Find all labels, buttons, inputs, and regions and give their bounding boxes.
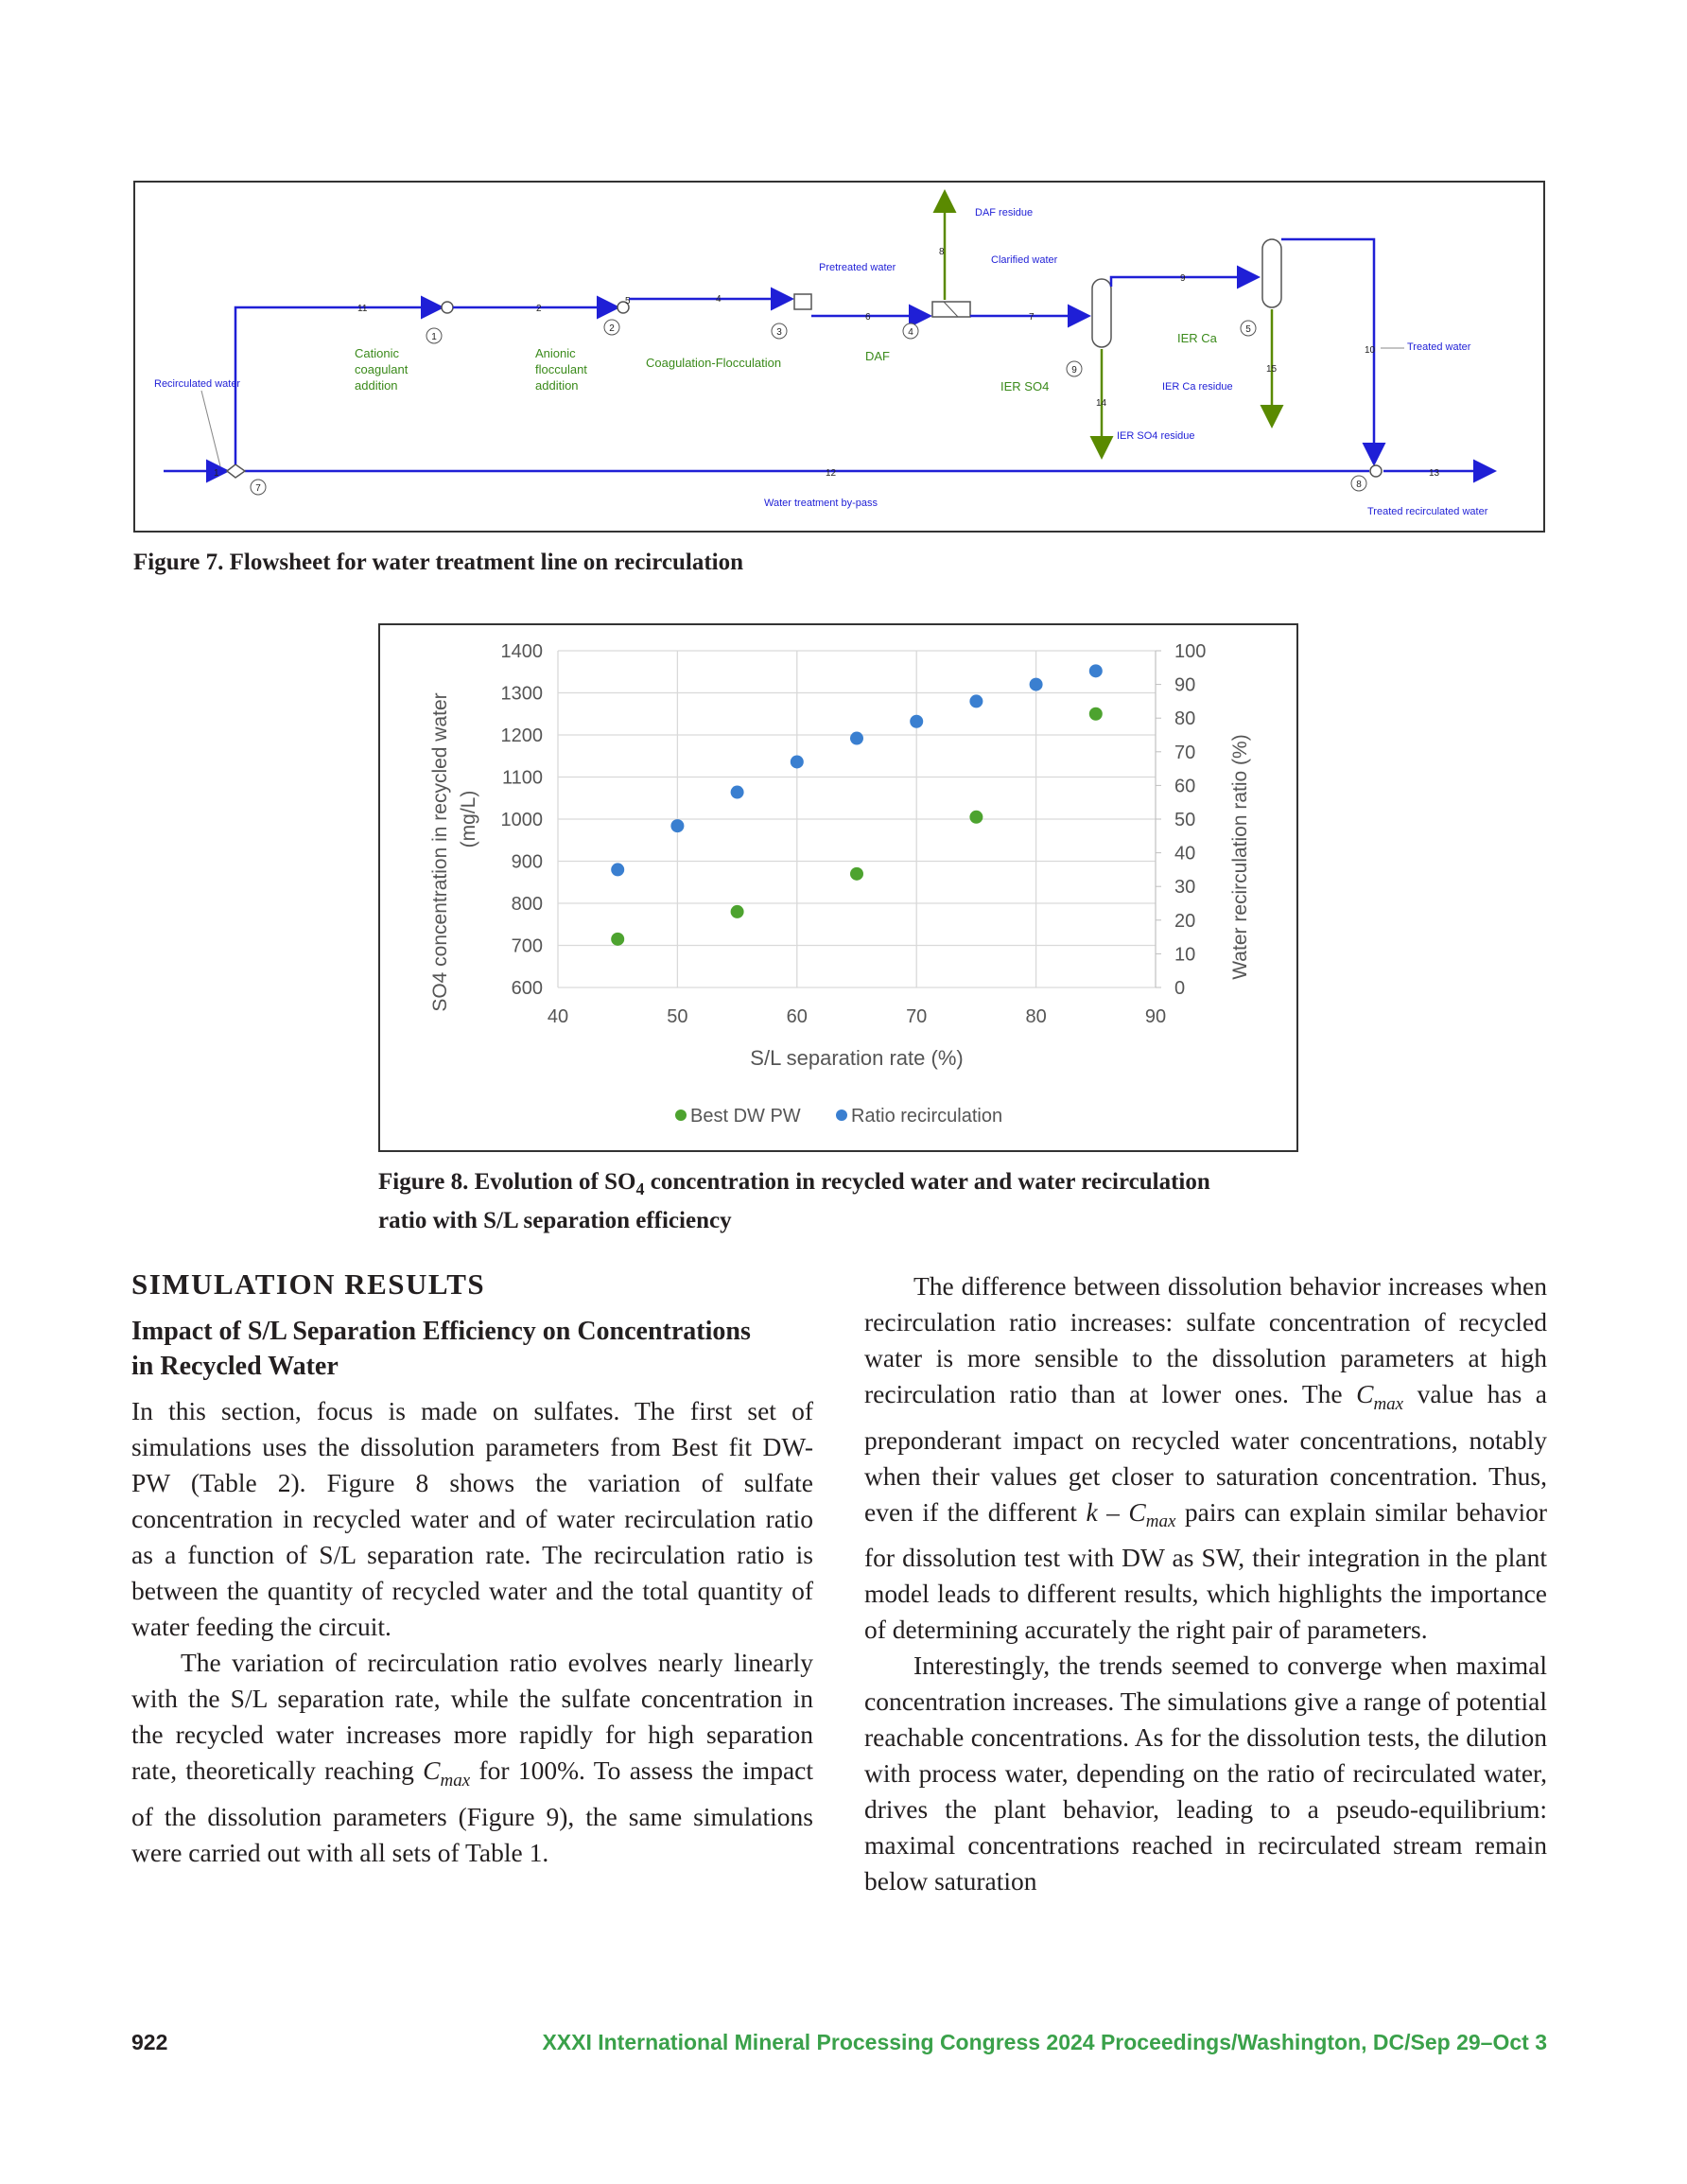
svg-text:1: 1 xyxy=(431,332,437,342)
stream-line-11 xyxy=(235,307,440,464)
proceedings-footer: XXXI International Mineral Processing Congress 2024 Proceedings/Washington, DC/Sep 29–Oct 3 xyxy=(542,2030,1547,2054)
figure-7 xyxy=(133,181,1545,533)
legend-label: Best DW PW xyxy=(690,1106,801,1127)
label-daf: DAF xyxy=(865,349,890,363)
data-point-best-dw-pw xyxy=(969,811,983,824)
splitter-shape xyxy=(227,464,245,478)
y-left-tick-label: 1400 xyxy=(500,641,543,662)
unit-marker-7 xyxy=(251,480,266,495)
y-right-axis-title: Water recirculation ratio (%) xyxy=(1229,734,1251,980)
x-tick-label: 40 xyxy=(547,1006,569,1027)
y-right-tick-label: 70 xyxy=(1174,742,1196,763)
svg-text:8: 8 xyxy=(1356,480,1362,490)
coag-tank xyxy=(794,294,811,309)
stream-number: 1 xyxy=(214,468,219,479)
y-left-axis-title: SO4 concentration in recycled water xyxy=(429,692,451,1012)
label-daf-residue: DAF residue xyxy=(975,207,1034,218)
figure-8 xyxy=(378,623,1298,1152)
y-right-tick-label: 50 xyxy=(1174,810,1196,830)
paragraph: In this section, focus is made on sulfates. The first set of simulations uses the dissolution parameters from Best fit DW-PW (Table 2). Figure 8 shows the variation of sulfate concentration in recycled water and of water recirculation ratio as a function of S/L separation rate. The recirculation ratio is between the quantity of recycled water and the total quantity of water feeding the circuit. xyxy=(131,1396,813,1641)
mixer-1 xyxy=(442,302,453,313)
y-right-tick-label: 100 xyxy=(1174,641,1207,662)
data-point-ratio-recirculation xyxy=(670,819,684,832)
stream-number: 6 xyxy=(865,312,871,323)
y-left-tick-label: 700 xyxy=(511,935,543,957)
unit-marker-4 xyxy=(903,323,918,339)
label-anionic-3: addition xyxy=(535,378,579,393)
stream-number: 4 xyxy=(716,294,722,305)
unit-marker-8 xyxy=(1351,476,1366,491)
unit-marker-5 xyxy=(1241,321,1256,336)
data-point-best-dw-pw xyxy=(611,933,624,946)
stream-number: 8 xyxy=(939,247,945,257)
scatter-chart xyxy=(380,625,1296,1150)
right-column xyxy=(864,1268,1547,1899)
label-cationic-1: Cationic xyxy=(355,346,399,360)
x-tick-label: 80 xyxy=(1025,1006,1047,1027)
x-tick-label: 50 xyxy=(667,1006,688,1027)
label-coag-floc: Coagulation-Flocculation xyxy=(646,356,782,370)
unit-marker-3 xyxy=(772,323,787,339)
label-anionic-2: flocculant xyxy=(535,362,587,376)
x-tick-label: 90 xyxy=(1144,1006,1167,1027)
paragraph: The variation of recirculation ratio evolves nearly linearly with the S/L separation rate, while the sulfate concentration in the recycled water increases more rapidly for high separation rate, theoretically reaching $C_{max}$ for 100%. To assess the impact of the dissolution parameters (Figure 9), the same simulations were carried out with all sets of Table 1. xyxy=(131,1648,813,1867)
label-cationic-2: coagulant xyxy=(355,362,409,376)
data-point-best-dw-pw xyxy=(731,905,744,918)
left-column xyxy=(131,1393,813,1871)
y-left-tick-label: 1100 xyxy=(501,767,543,789)
y-right-tick-label: 30 xyxy=(1174,877,1196,899)
data-point-ratio-recirculation xyxy=(611,863,624,876)
label-ier-ca-residue: IER Ca residue xyxy=(1162,381,1233,393)
svg-text:3: 3 xyxy=(776,327,782,338)
mixer-final xyxy=(1370,465,1382,477)
x-axis-title: S/L separation rate (%) xyxy=(750,1046,964,1070)
unit-marker-1 xyxy=(426,328,442,343)
stream-number: 15 xyxy=(1266,364,1278,375)
section-title: SIMULATION RESULTS xyxy=(131,1267,486,1301)
figure-8-caption xyxy=(378,1166,1324,1237)
subsection-title: Impact of S/L Separation Efficiency on Concentrations in Recycled Water xyxy=(131,1317,751,1381)
legend-marker xyxy=(675,1109,687,1121)
ier-so4-column xyxy=(1092,279,1111,347)
unit-marker-9 xyxy=(1067,361,1082,376)
svg-text:7: 7 xyxy=(255,483,261,494)
data-point-ratio-recirculation xyxy=(1030,678,1043,691)
y-left-axis-title-units: (mg/L) xyxy=(458,790,479,848)
figure-8-caption-line1: Figure 8. Evolution of $SO_4$ concentration in recycled water and water recirculation xyxy=(378,1169,1210,1198)
data-point-ratio-recirculation xyxy=(791,755,804,768)
legend-marker xyxy=(836,1109,847,1121)
paragraph: The difference between dissolution behavior increases when recirculation ratio increases: sulfate concentration of recycled water is more sensible to the dissolution parameters at high recirculation ratio than at lower ones. The $C_{max}$ value has a preponderant impact on recycled water concentrations, notably when their values get closer to saturation concentration. Thus, even if the different k – $C_{max}$ pairs can explain similar behavior for dissolution test with DW as SW, their integration in the plant model leads to different results, which highlights the importance of determining accurately the right pair of parameters. xyxy=(864,1271,1547,1644)
legend-label: Ratio recirculation xyxy=(851,1106,1003,1127)
label-cationic-3: addition xyxy=(355,378,398,393)
stream-number: 13 xyxy=(1429,468,1440,479)
stream-number: 5 xyxy=(625,296,631,306)
y-right-tick-label: 90 xyxy=(1174,674,1196,696)
flowsheet-diagram xyxy=(135,183,1543,531)
label-recirculated-water: Recirculated water xyxy=(154,378,241,390)
label-ier-ca: IER Ca xyxy=(1177,331,1217,345)
label-ier-so4: IER SO4 xyxy=(1000,379,1050,393)
label-ier-so4-residue: IER SO4 residue xyxy=(1117,430,1195,442)
y-right-tick-label: 80 xyxy=(1174,708,1196,730)
y-left-tick-label: 900 xyxy=(511,851,543,873)
data-point-ratio-recirculation xyxy=(850,732,863,745)
data-point-ratio-recirculation xyxy=(969,694,983,708)
label-treated-recirculated: Treated recirculated water xyxy=(1367,506,1488,517)
figure-8-caption-line2: ratio with S/L separation efficiency xyxy=(378,1208,732,1233)
figure-7-caption: Figure 7. Flowsheet for water treatment line on recirculation xyxy=(133,550,744,575)
svg-text:5: 5 xyxy=(1245,324,1251,335)
ier-ca-column xyxy=(1262,239,1281,307)
label-bypass: Water treatment by-pass xyxy=(764,498,878,509)
stream-number: 11 xyxy=(357,304,368,314)
unit-marker-2 xyxy=(604,320,619,335)
stream-number: 10 xyxy=(1365,345,1376,356)
page-number: 922 xyxy=(131,2030,168,2054)
data-point-best-dw-pw xyxy=(850,867,863,881)
stream-number: 9 xyxy=(1180,273,1186,284)
stream-number: 12 xyxy=(826,468,837,479)
x-tick-label: 70 xyxy=(906,1006,928,1027)
stream-line-10 xyxy=(1281,239,1374,462)
stream-number: 2 xyxy=(536,304,542,314)
label-clarified-water: Clarified water xyxy=(991,254,1058,266)
paragraph: Interestingly, the trends seemed to converge when maximal concentration increases. The simulations give a range of potential reachable concentrations. As for the dissolution tests, the dilution with process water, depending on the ratio of recirculated water, drives the plant behavior, leading to a pseudo-equilibrium: maximal concentrations reached in recirculated stream remain below saturation xyxy=(864,1651,1547,1896)
y-right-tick-label: 20 xyxy=(1174,910,1196,932)
y-left-tick-label: 1300 xyxy=(500,683,543,705)
data-point-ratio-recirculation xyxy=(731,786,744,799)
data-point-ratio-recirculation xyxy=(1089,664,1103,677)
y-right-tick-label: 60 xyxy=(1174,776,1196,797)
y-right-tick-label: 40 xyxy=(1174,843,1196,865)
y-left-tick-label: 600 xyxy=(511,978,543,999)
svg-text:2: 2 xyxy=(609,323,615,334)
y-left-tick-label: 1200 xyxy=(500,725,543,746)
svg-text:4: 4 xyxy=(908,327,913,338)
data-point-ratio-recirculation xyxy=(910,715,923,728)
label-pretreated-water: Pretreated water xyxy=(819,262,896,273)
y-right-tick-label: 10 xyxy=(1174,944,1196,966)
label-anionic-1: Anionic xyxy=(535,346,576,360)
y-right-tick-label: 0 xyxy=(1174,978,1186,999)
stream-number: 7 xyxy=(1029,312,1035,323)
y-left-tick-label: 1000 xyxy=(500,810,543,830)
stream-number: 14 xyxy=(1096,398,1107,409)
x-tick-label: 60 xyxy=(786,1006,808,1027)
leader-line xyxy=(201,391,220,466)
y-left-tick-label: 800 xyxy=(511,894,543,915)
label-treated-water: Treated water xyxy=(1407,341,1471,353)
data-point-best-dw-pw xyxy=(1089,708,1103,721)
svg-text:9: 9 xyxy=(1071,365,1077,376)
